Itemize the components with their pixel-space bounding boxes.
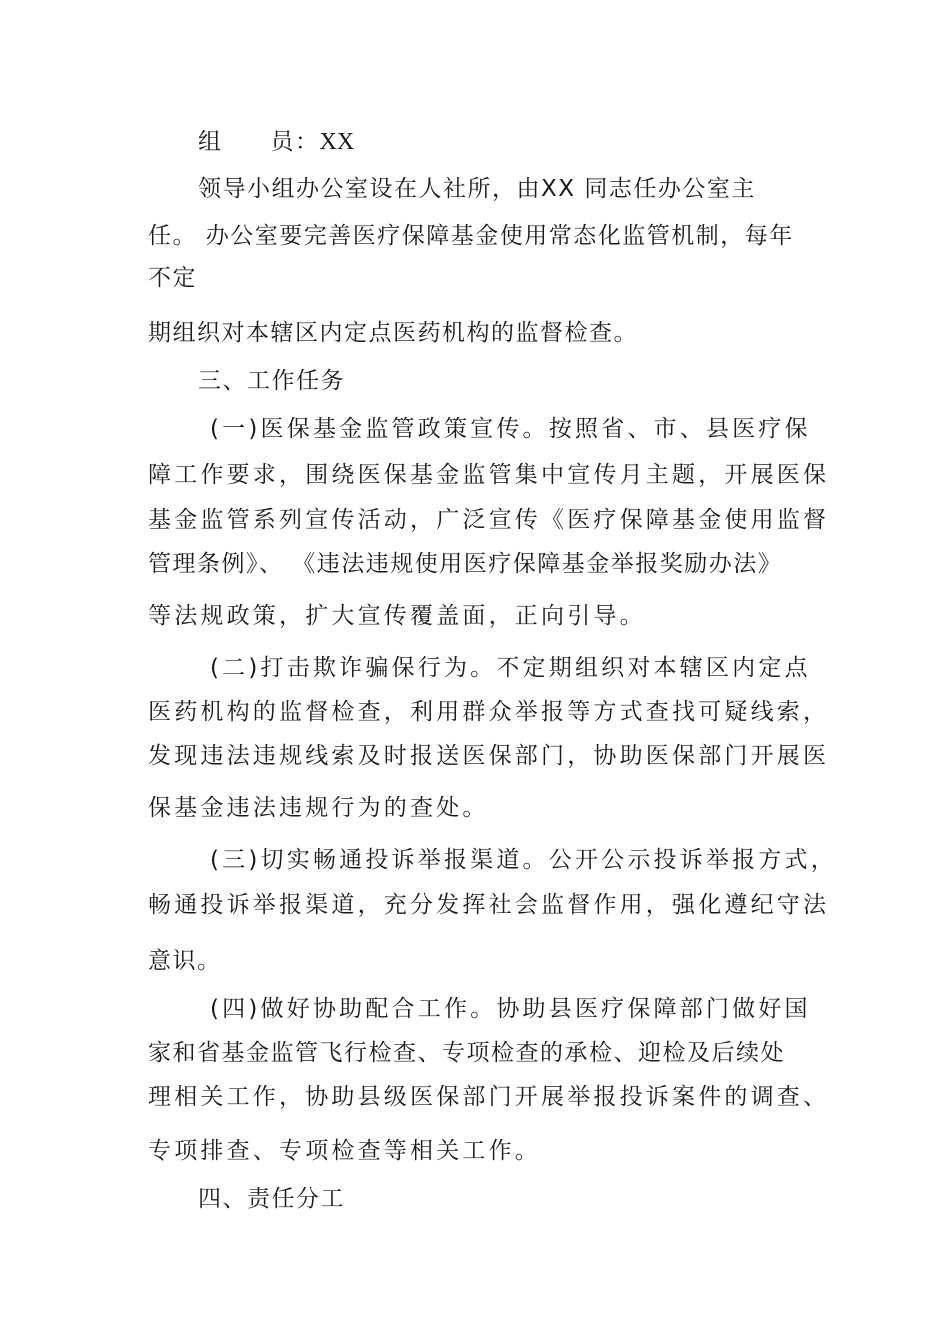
paragraph-line: (一)医保基金监管政策宣传。按照省、市、县医疗保 — [210, 416, 811, 442]
paragraph-line: 障工作要求，围绕医保基金监管集中宣传月主题，开展医保 — [148, 462, 830, 488]
paragraph-line: 畅通投诉举报渠道，充分发挥社会监督作用，强化遵纪守法 — [148, 892, 830, 918]
paragraph-line: 基金监管系列宣传活动，广泛宣传《医疗保障基金使用监督 — [148, 507, 830, 533]
member-colon: ： — [295, 129, 320, 155]
paragraph-line: 保基金违法违规行为的查处。 — [148, 795, 489, 821]
paragraph-line: 发现违法违规线索及时报送医保部门，协助医保部门开展医 — [148, 743, 830, 769]
member-label-b: 员 — [270, 129, 295, 155]
section-heading: 三、工作任务 — [198, 368, 345, 394]
section-heading: 四、责任分工 — [198, 1186, 345, 1212]
paragraph-line: (二)打击欺诈骗保行为。不定期组织对本辖区内定点 — [210, 655, 811, 681]
paragraph-line: 期组织对本辖区内定点医药机构的监督检查。 — [148, 320, 638, 346]
paragraph-line: 意识。 — [148, 948, 222, 974]
paragraph-line: 医药机构的监督检查，利用群众举报等方式查找可疑线索， — [148, 699, 830, 725]
paragraph-line: 家和省基金监管飞行检查、专项检查的承检、迎检及后续处 — [148, 1040, 785, 1066]
paragraph-line: (三)切实畅通投诉举报渠道。公开公示投诉举报方式， — [210, 847, 837, 873]
paragraph-line: 不定 — [148, 265, 197, 291]
paragraph-line: 理相关工作，协助县级医保部门开展举报投诉案件的调查、 — [148, 1084, 830, 1110]
member-label-a: 组 — [198, 129, 223, 155]
member-value: XX — [319, 129, 355, 155]
paragraph-line: 任。 办公室要完善医疗保障基金使用常态化监管机制，每年 — [148, 223, 794, 249]
paragraph-line: 领导小组办公室设在人社所，由XX 同志任办公室主 — [198, 176, 756, 202]
paragraph-line: 等法规政策，扩大宣传覆盖面，正向引导。 — [148, 603, 646, 629]
paragraph-line: 管理条例》、 《违法违规使用医疗保障基金举报奖励办法》 — [148, 551, 783, 577]
paragraph-line: 专项排查、专项检查等相关工作。 — [148, 1138, 541, 1164]
paragraph-line: (四)做好协助配合工作。协助县医疗保障部门做好国 — [210, 996, 811, 1022]
member-line — [198, 127, 354, 157]
